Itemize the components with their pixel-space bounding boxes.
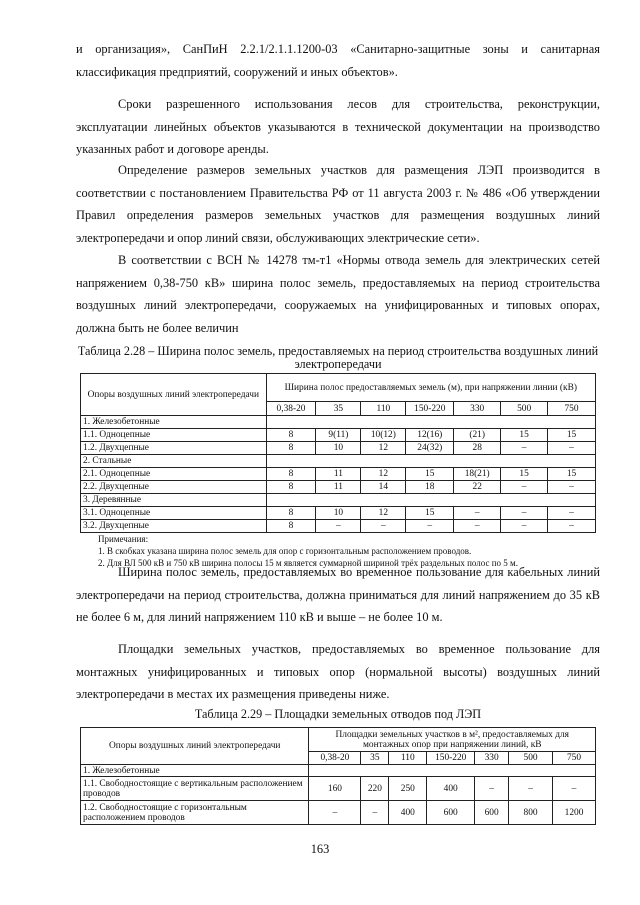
table2-voltage-header: 35 (361, 752, 389, 765)
table-cell: 12 (361, 507, 406, 520)
row-label: 1. Железобетонные (81, 765, 309, 777)
table-cell: – (454, 507, 501, 520)
paragraph-text: Ширина полос земель, предоставляемых во временное пользование для кабельных линий электропередачи на период строительства, должна приниматься для линий напряжением до 35 кВ не более 6 м, для линий напряжением 110 кВ и выше – не более 10 м. (76, 565, 600, 625)
paragraph-2 (76, 93, 600, 161)
table-cell: – (548, 442, 596, 455)
table-row (81, 777, 596, 801)
table2-voltage-header: 750 (553, 752, 596, 765)
table-cell: 12 (361, 442, 406, 455)
row-label: 1. Железобетонные (81, 416, 267, 429)
table-cell: 600 (427, 801, 475, 825)
table-row (81, 429, 596, 442)
table-cell: 10 (316, 507, 361, 520)
table1-note: 1. В скобках указана ширина полос земель для опор с горизонтальным расположением проводов. (98, 546, 472, 556)
table-cell: 8 (266, 520, 316, 533)
table-cell: 10(12) (361, 429, 406, 442)
table-cell: 1200 (553, 801, 596, 825)
table2-group-header: Площадки земельных участков в м², предоставляемых для монтажных опор при напряжении линий, кВ (309, 728, 596, 752)
section-filler (266, 455, 595, 468)
table-cell: 8 (266, 468, 316, 481)
row-label: 2.1. Одноцепные (81, 468, 267, 481)
table-cell: 15 (501, 429, 548, 442)
paragraph-text: Площадки земельных участков, предоставляемых во временное пользование для монтажных унифицированных и типовых опор (нормальной высоты) воздушных линий электропередачи в местах их размещения приведены ниже. (76, 642, 600, 702)
table-cell: 220 (361, 777, 389, 801)
table-cell: 15 (406, 507, 454, 520)
table-cell: – (501, 507, 548, 520)
paragraph-3 (76, 159, 600, 249)
paragraph-4 (76, 249, 600, 339)
table-row (81, 520, 596, 533)
table-cell: 9(11) (316, 429, 361, 442)
paragraph-text: Определение размеров земельных участков для размещения ЛЭП производится в соответствии с постановлением Правительства РФ от 11 августа 2003 г. № 486 «Об утверждении Правил определения размеров земельных участков для размещения воздушных линий электропередачи и опор линий связи, обслуживающих электрические сети». (76, 163, 600, 245)
table-cell: – (309, 801, 361, 825)
table-cell: 24(32) (406, 442, 454, 455)
table-cell: 250 (389, 777, 427, 801)
table-cell: – (501, 481, 548, 494)
table-cell: 12 (361, 468, 406, 481)
paragraph-text: В соответствии с ВСН № 14278 тм-т1 «Нормы отвода земель для электрических сетей напряжением 0,38-750 кВ» ширина полос земель, предоставляемых на период строительства воздушных линий электропередачи, сооружаемых на унифицированных и типовых опорах, должна быть не более величин (76, 253, 600, 335)
table-cell: 15 (548, 468, 596, 481)
table1-note: Примечания: (98, 534, 149, 544)
table1-voltage-header: 750 (548, 402, 596, 416)
table1-group-header: Ширина полос предоставляемых земель (м), при напряжении линии (кВ) (266, 374, 595, 402)
table-cell: 11 (316, 468, 361, 481)
table-cell: 18(21) (454, 468, 501, 481)
table-cell: 22 (454, 481, 501, 494)
row-label: 2.2. Двухцепные (81, 481, 267, 494)
table-cell: – (548, 481, 596, 494)
row-label: 1.2. Свободностоящие с горизонтальным расположением проводов (81, 801, 309, 825)
table-cell: 400 (389, 801, 427, 825)
paragraph-5 (76, 561, 600, 629)
table1-voltage-header: 110 (361, 402, 406, 416)
table-cell: – (501, 442, 548, 455)
table-cell: 10 (316, 442, 361, 455)
table-cell: 8 (266, 507, 316, 520)
table1-caption: Таблица 2.28 – Ширина полос земель, предоставляемых на период строительства воздушных линий электропередачи (77, 344, 599, 371)
table-cell: – (548, 507, 596, 520)
table-cell: – (361, 520, 406, 533)
table-row (81, 481, 596, 494)
page-number: 163 (310, 842, 330, 856)
table-cell: 12(16) (406, 429, 454, 442)
table2-voltage-header: 0,38-20 (309, 752, 361, 765)
table-cell: 8 (266, 442, 316, 455)
table1-voltage-header: 150-220 (406, 402, 454, 416)
table-row (81, 765, 596, 777)
table2-voltage-header: 330 (475, 752, 509, 765)
table-cell: 8 (266, 429, 316, 442)
table-row (81, 507, 596, 520)
table-cell: – (316, 520, 361, 533)
paragraph-text: и организация», СанПиН 2.2.1/2.1.1.1200-03 «Санитарно-защитные зоны и санитарная классификация предприятий, сооружений и иных объектов». (76, 42, 600, 79)
paragraph-6 (76, 638, 600, 706)
paragraph-text: Сроки разрешенного использования лесов для строительства, реконструкции, эксплуатации линейных объектов указываются в технической документации на производство указанных работ и договоре аренды. (76, 97, 600, 157)
table2-voltage-header: 110 (389, 752, 427, 765)
table1-voltage-header: 330 (454, 402, 501, 416)
section-filler (309, 765, 596, 777)
table-row (81, 801, 596, 825)
table-cell: 400 (427, 777, 475, 801)
table2-voltage-header: 150-220 (427, 752, 475, 765)
table-cell: – (548, 520, 596, 533)
table-row (81, 442, 596, 455)
table-strip-width (80, 373, 596, 533)
table-cell: 600 (475, 801, 509, 825)
table-row (81, 494, 596, 507)
table-cell: – (406, 520, 454, 533)
paragraph-1 (76, 38, 600, 83)
table1-col0-header: Опоры воздушных линий электропередачи (81, 374, 267, 416)
table-cell: 18 (406, 481, 454, 494)
row-label: 1.1. Одноцепные (81, 429, 267, 442)
table1-voltage-header: 500 (501, 402, 548, 416)
table2-col0-header: Опоры воздушных линий электропередачи (81, 728, 309, 765)
row-label: 3.1. Одноцепные (81, 507, 267, 520)
table-cell: – (454, 520, 501, 533)
table1-note: 2. Для ВЛ 500 кВ и 750 кВ ширина полосы 15 м является суммарной шириной трёх раздельных полос по 5 м. (98, 558, 518, 568)
table-cell: 11 (316, 481, 361, 494)
row-label: 1.2. Двухцепные (81, 442, 267, 455)
table-cell: 15 (548, 429, 596, 442)
row-label: 3. Деревянные (81, 494, 267, 507)
row-label: 1.1. Свободностоящие с вертикальным расположением проводов (81, 777, 309, 801)
table1-voltage-header: 35 (316, 402, 361, 416)
row-label: 2. Стальные (81, 455, 267, 468)
table-cell: – (501, 520, 548, 533)
row-label: 3.2. Двухцепные (81, 520, 267, 533)
table-cell: 15 (406, 468, 454, 481)
table-cell: 160 (309, 777, 361, 801)
table-cell: – (361, 801, 389, 825)
table-cell: – (553, 777, 596, 801)
table-row (81, 416, 596, 429)
table-plot-areas (80, 727, 596, 825)
table-cell: 14 (361, 481, 406, 494)
table-cell: – (509, 777, 553, 801)
table-cell: 28 (454, 442, 501, 455)
table-row (81, 455, 596, 468)
table-cell: – (475, 777, 509, 801)
table-cell: 800 (509, 801, 553, 825)
table2-voltage-header: 500 (509, 752, 553, 765)
section-filler (266, 494, 595, 507)
table2-caption: Таблица 2.29 – Площадки земельных отводов под ЛЭП (194, 707, 482, 721)
table-cell: (21) (454, 429, 501, 442)
table-row (81, 468, 596, 481)
section-filler (266, 416, 595, 429)
table-cell: 8 (266, 481, 316, 494)
table-cell: 15 (501, 468, 548, 481)
table1-voltage-header: 0,38-20 (266, 402, 316, 416)
